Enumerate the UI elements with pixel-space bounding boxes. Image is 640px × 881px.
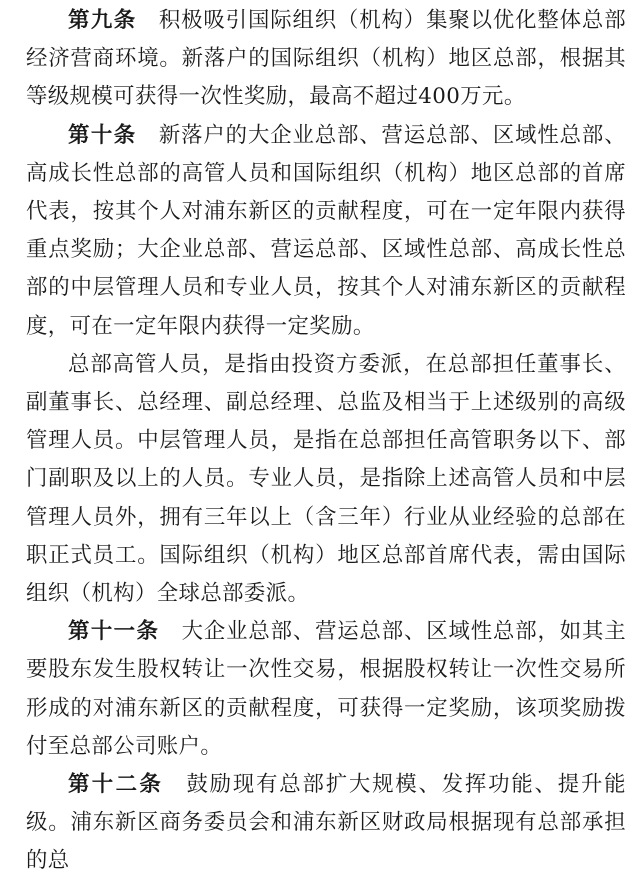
article-10-heading: 第十条 bbox=[68, 122, 137, 148]
definitions-text: 总部高管人员，是指由投资方委派，在总部担任董事长、副董事长、总经理、副总经理、总监及相当于上述级别的高级管理人员。中层管理人员，是指在总部担任高管职务以下、部门副职及以上的人员。专业人员，是指除上述高管人员和中层管理人员外，拥有三年以上（含三年）行业从业经验的总部在职正式员工。国际组织（机构）地区总部首席代表，需由国际组织（机构）全球总部委派。 bbox=[26, 351, 626, 607]
article-12-text: 鼓励现有总部扩大规模、发挥功能、提升能级。浦东新区商务委员会和浦东新区财政局根据现有总部承担的总 bbox=[26, 772, 626, 874]
definitions-paragraph bbox=[26, 346, 626, 613]
article-11-text: 大企业总部、营运总部、区域性总部，如其主要股东发生股权转让一次性交易，根据股权转让一次性交易所形成的对浦东新区的贡献程度，可获得一定奖励，该项奖励拨付至总部公司账户。 bbox=[26, 619, 626, 759]
article-10-paragraph bbox=[26, 117, 626, 346]
article-11-heading: 第十一条 bbox=[68, 619, 160, 645]
article-12-heading: 第十二条 bbox=[68, 772, 164, 798]
article-9-paragraph bbox=[26, 2, 626, 117]
article-12-paragraph bbox=[26, 766, 626, 881]
article-11-paragraph bbox=[26, 613, 626, 766]
article-9-text: 积极吸引国际组织（机构）集聚以优化整体总部经济营商环境。新落户的国际组织（机构）地区总部，根据其等级规模可获得一次性奖励，最高不超过400万元。 bbox=[26, 8, 626, 110]
article-9-heading: 第九条 bbox=[68, 8, 137, 33]
article-10-text: 新落户的大企业总部、营运总部、区域性总部、高成长性总部的高管人员和国际组织（机构）地区总部的首席代表，按其个人对浦东新区的贡献程度，可在一定年限内获得重点奖励；大企业总部、营运总部、区域性总部、高成长性总部的中层管理人员和专业人员，按其个人对浦东新区的贡献程度，可在一定年限内获得一定奖励。 bbox=[26, 122, 626, 339]
